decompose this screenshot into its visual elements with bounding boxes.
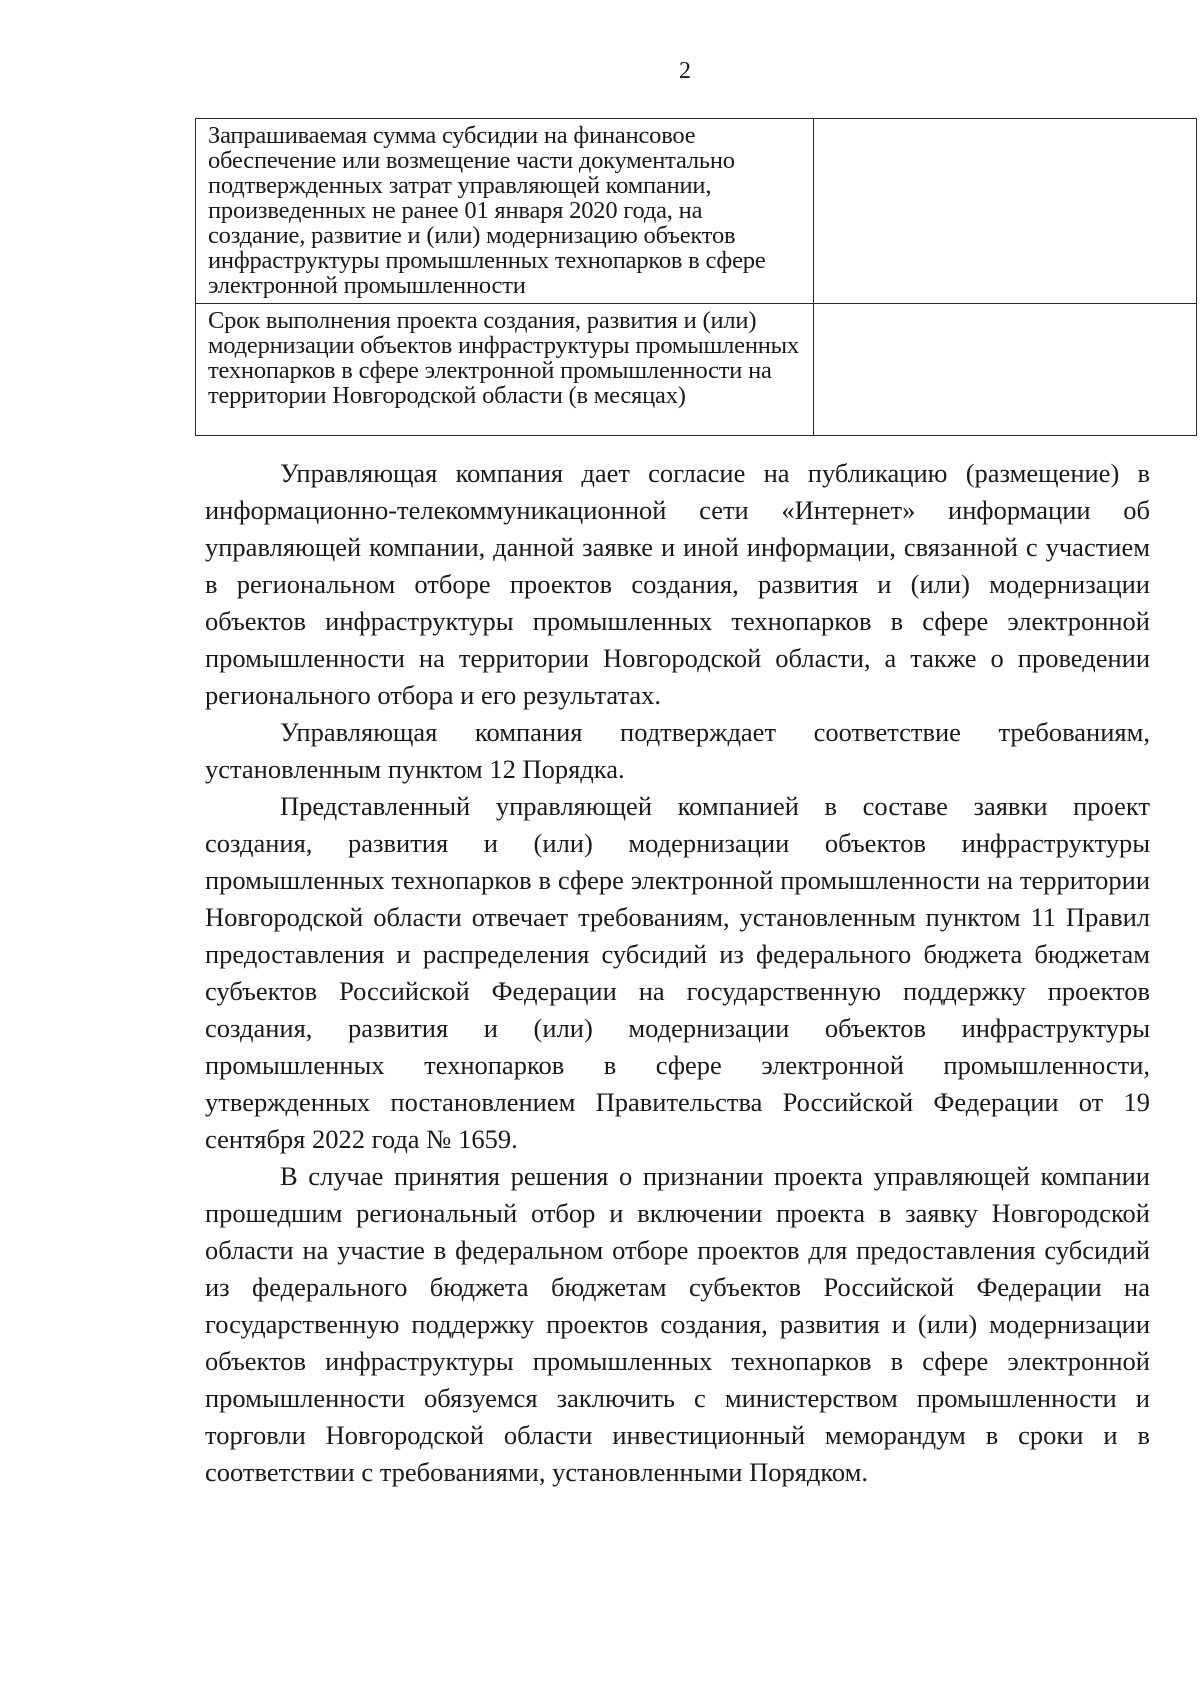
- application-table: [195, 118, 1197, 436]
- project-requirements-paragraph: Представленный управляющей компанией в составе заявки проект создания, развития и (или) модернизации объектов инфраструктуры промышленных технопарков в сфере электронной промышленности на территории Новгородской области отвечает требованиям, установленным пунктом 11 Правил предоставления и распределения субсидий из федерального бюджета бюджетам субъектов Российской Федерации на государственную поддержку проектов создания, развития и (или) модернизации объектов инфраструктуры промышленных технопарков в сфере электронной промышленности, утвержденных постановлением Правительства Российской Федерации от 19 сентября 2022 года № 1659.: [205, 791, 1150, 1154]
- consent-paragraph: Управляющая компания дает согласие на публикацию (размещение) в информационно-телекоммуникационной сети «Интернет» информации об управляющей компании, данной заявке и иной информации, связанной с участием в региональном отборе проектов создания, развития и (или) модернизации объектов инфраструктуры промышленных технопарков в сфере электронной промышленности на территории Новгородской области, а также о проведении регионального отбора и его результатах.: [205, 458, 1150, 710]
- project-term-value: [814, 304, 1197, 436]
- document-body: [205, 455, 1150, 1491]
- page-number: [0, 58, 1200, 85]
- subsidy-amount-label: Запрашиваемая сумма субсидии на финансовое обеспечение или возмещение части документально подтвержденных затрат управляющей компании, произведенных не ранее 01 января 2020 года, на создание, развитие и (или) модернизацию объектов инфраструктуры промышленных технопарков в сфере электронной промышленности: [196, 119, 814, 304]
- table-row: [196, 119, 1197, 304]
- project-term-label: Срок выполнения проекта создания, развития и (или) модернизации объектов инфраструктуры промышленных технопарков в сфере электронной промышленности на территории Новгородской области (в месяцах): [196, 304, 814, 436]
- subsidy-amount-value: [814, 119, 1197, 304]
- memorandum-paragraph: В случае принятия решения о признании проекта управляющей компании прошедшим региональный отбор и включении проекта в заявку Новгородской области на участие в федеральном отборе проектов для предоставления субсидий из федерального бюджета бюджетам субъектов Российской Федерации на государственную поддержку проектов создания, развития и (или) модернизации объектов инфраструктуры промышленных технопарков в сфере электронной промышленности обязуемся заключить с министерством промышленности и торговли Новгородской области инвестиционный меморандум в сроки и в соответствии с требованиями, установленными Порядком.: [205, 1161, 1150, 1487]
- table-row: [196, 304, 1197, 436]
- page-number-text: 2: [679, 58, 691, 84]
- compliance-paragraph: Управляющая компания подтверждает соответствие требованиям, установленным пунктом 12 Порядка.: [205, 717, 1150, 784]
